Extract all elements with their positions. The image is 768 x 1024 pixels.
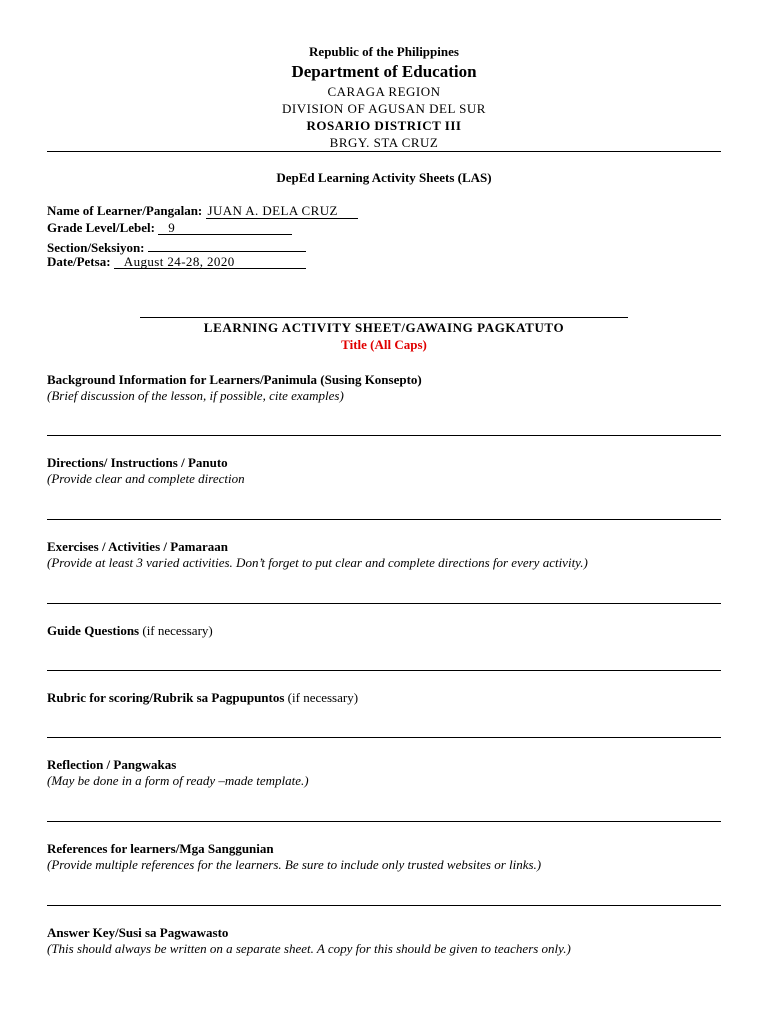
exercises-title: Exercises / Activities / Pamaraan [47, 539, 229, 554]
date-field [47, 254, 306, 270]
learner-name-field [47, 203, 358, 219]
grade-level-value[interactable]: 9 [158, 221, 292, 235]
rubric-title: Rubric for scoring/Rubrik sa Pagpupuntos [47, 690, 285, 705]
learner-name-label: Name of Learner/Pangalan: [47, 203, 203, 218]
title-line [140, 317, 628, 318]
background-title: Background Information for Learners/Panimula (Susing Konsepto) [47, 372, 422, 387]
references-desc: (Provide multiple references for the learners. Be sure to include only trusted websites or links.) [47, 857, 542, 872]
references-answer-line[interactable] [47, 905, 721, 906]
rubric-note: (if necessary) [287, 690, 359, 705]
guide-questions-answer-line[interactable] [47, 670, 721, 671]
section-value[interactable] [148, 237, 306, 252]
references-title: References for learners/Mga Sanggunian [47, 841, 274, 856]
header-region: CARAGA REGION [327, 84, 441, 99]
exercises-answer-line[interactable] [47, 603, 721, 604]
grade-level-label: Grade Level/Lebel: [47, 220, 155, 235]
header-department: Department of Education [291, 62, 477, 81]
guide-questions-heading [47, 623, 213, 639]
guide-questions-title: Guide Questions [47, 623, 140, 638]
title-placeholder: Title (All Caps) [341, 337, 427, 352]
directions-title: Directions/ Instructions / Panuto [47, 455, 228, 470]
header-district: ROSARIO DISTRICT III [306, 118, 462, 133]
rubric-answer-line[interactable] [47, 737, 721, 738]
answer-key-title: Answer Key/Susi sa Pagwawasto [47, 925, 229, 940]
header-republic: Republic of the Philippines [309, 44, 459, 59]
learner-name-value[interactable]: JUAN A. DELA CRUZ [206, 204, 358, 219]
section-label: Section/Seksiyon: [47, 240, 145, 255]
header-divider [47, 151, 721, 152]
directions-answer-line[interactable] [47, 519, 721, 520]
date-value[interactable]: August 24-28, 2020 [114, 255, 306, 269]
date-label: Date/Petsa: [47, 254, 111, 269]
reflection-desc: (May be done in a form of ready –made template.) [47, 773, 309, 788]
grade-level-field [47, 220, 292, 236]
reflection-answer-line[interactable] [47, 821, 721, 822]
answer-key-desc: (This should always be written on a separate sheet. A copy for this should be given to teachers only.) [47, 941, 571, 956]
header-barangay: BRGY. STA CRUZ [329, 135, 439, 150]
rubric-heading [47, 690, 358, 706]
exercises-desc: (Provide at least 3 varied activities. Don’t forget to put clear and complete directions for every activity.) [47, 555, 588, 570]
directions-desc: (Provide clear and complete direction [47, 471, 245, 486]
document-title: DepEd Learning Activity Sheets (LAS) [276, 170, 492, 185]
reflection-title: Reflection / Pangwakas [47, 757, 177, 772]
background-answer-line[interactable] [47, 435, 721, 436]
background-desc: (Brief discussion of the lesson, if possible, cite examples) [47, 388, 344, 403]
header-division: DIVISION OF AGUSAN DEL SUR [282, 101, 486, 116]
activity-heading: LEARNING ACTIVITY SHEET/GAWAING PAGKATUTO [203, 320, 565, 335]
guide-questions-note: (if necessary) [142, 623, 213, 638]
